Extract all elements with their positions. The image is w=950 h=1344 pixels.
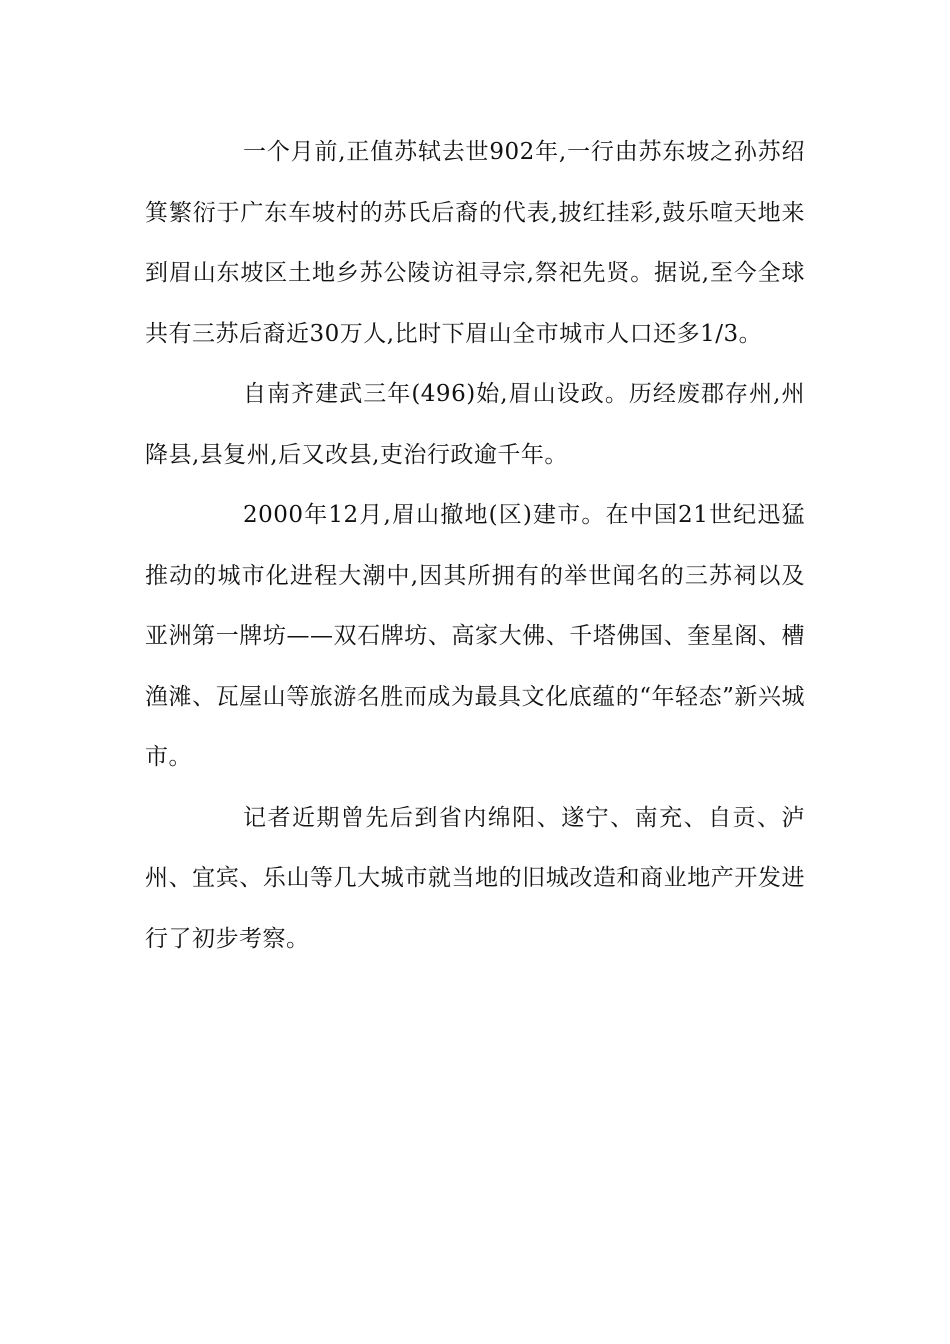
paragraph-2: 自南齐建武三年(496)始,眉山设政。历经废郡存州,州降县,县复州,后又改县,吏治行政逾千年。 [145, 381, 805, 468]
paragraph-4: 记者近期曾先后到省内绵阳、遂宁、南充、自贡、泸州、宜宾、乐山等几大城市就当地的旧城改造和商业地产开发进行了初步考察。 [145, 804, 805, 952]
paragraph-1: 一个月前,正值苏轼去世902年,一行由苏东坡之孙苏绍箕繁衍于广东车坡村的苏氏后裔的代表,披红挂彩,鼓乐喧天地来到眉山东坡区土地乡苏公陵访祖寻宗,祭祀先贤。据说,至今全球共有三苏后裔近30万人,比时下眉山全市城市人口还多1/3。 [145, 139, 805, 347]
document-body [145, 122, 805, 969]
paragraph-3: 2000年12月,眉山撤地(区)建市。在中国21世纪迅猛推动的城市化进程大潮中,因其所拥有的举世闻名的三苏祠以及亚洲第一牌坊——双石牌坊、高家大佛、千塔佛国、奎星阁、槽渔滩、瓦屋山等旅游名胜而成为最具文化底蕴的“年轻态”新兴城市。 [145, 502, 805, 770]
